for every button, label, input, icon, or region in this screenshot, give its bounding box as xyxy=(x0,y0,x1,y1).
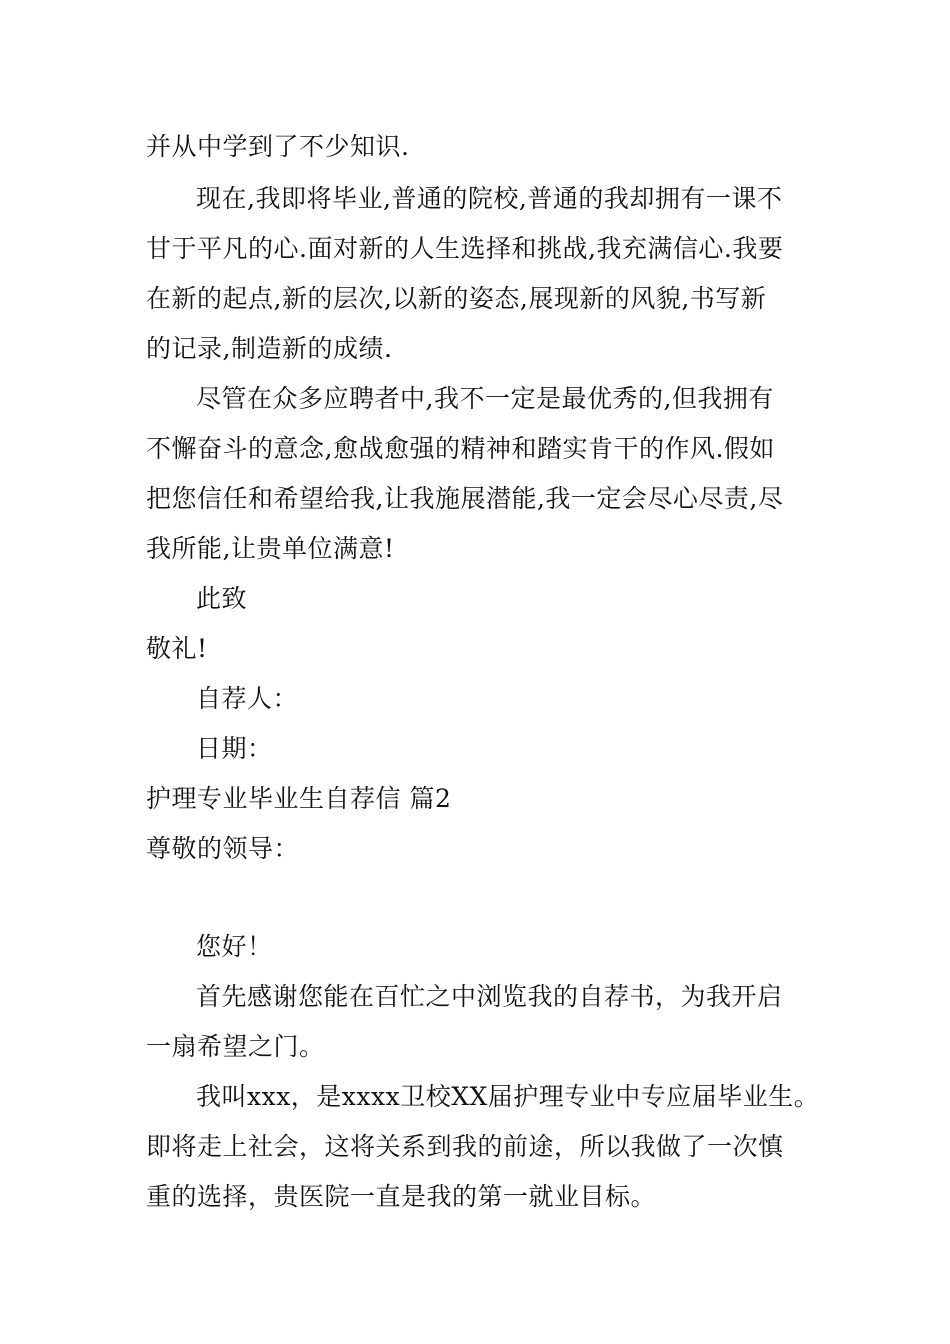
paragraph-line: 在新的起点,新的层次,以新的姿态,展现新的风貌,书写新 xyxy=(146,284,767,313)
paragraph-line: 首先感谢您能在百忙之中浏览我的自荐书，为我开启 xyxy=(196,982,783,1011)
paragraph-line: 一扇希望之门。 xyxy=(146,1032,325,1061)
paragraph-line: 甘于平凡的心.面对新的人生选择和挑战,我充满信心.我要 xyxy=(146,234,784,263)
paragraph-line: 我叫xxx，是xxxx卫校XX届护理专业中专应届毕业生。 xyxy=(196,1082,820,1111)
paragraph-line: 并从中学到了不少知识. xyxy=(146,132,410,161)
greeting: 您好！ xyxy=(196,932,273,961)
paragraph-line: 尽管在众多应聘者中,我不一定是最优秀的,但我拥有 xyxy=(196,384,774,413)
paragraph-line: 的记录,制造新的成绩. xyxy=(146,334,393,363)
date-label: 日期： xyxy=(196,734,273,763)
section-title: 护理专业毕业生自荐信 篇2 xyxy=(146,784,452,813)
signer-label: 自荐人： xyxy=(196,684,299,713)
paragraph-line: 重的选择，贵医院一直是我的第一就业目标。 xyxy=(146,1182,657,1211)
paragraph-line: 即将走上社会，这将关系到我的前途，所以我做了一次慎 xyxy=(146,1132,784,1161)
paragraph-line: 不懈奋斗的意念,愈战愈强的精神和踏实肯干的作风.假如 xyxy=(146,434,775,463)
paragraph-line: 我所能,让贵单位满意! xyxy=(146,534,395,563)
letter-salutation: 尊敬的领导： xyxy=(146,834,300,863)
closing-salutation: 此致 xyxy=(196,584,248,613)
paragraph-line: 把您信任和希望给我,让我施展潜能,我一定会尽心尽责,尽 xyxy=(146,484,784,513)
closing-regards: 敬礼! xyxy=(146,634,208,663)
paragraph-line: 现在,我即将毕业,普通的院校,普通的我却拥有一课不 xyxy=(196,184,783,213)
